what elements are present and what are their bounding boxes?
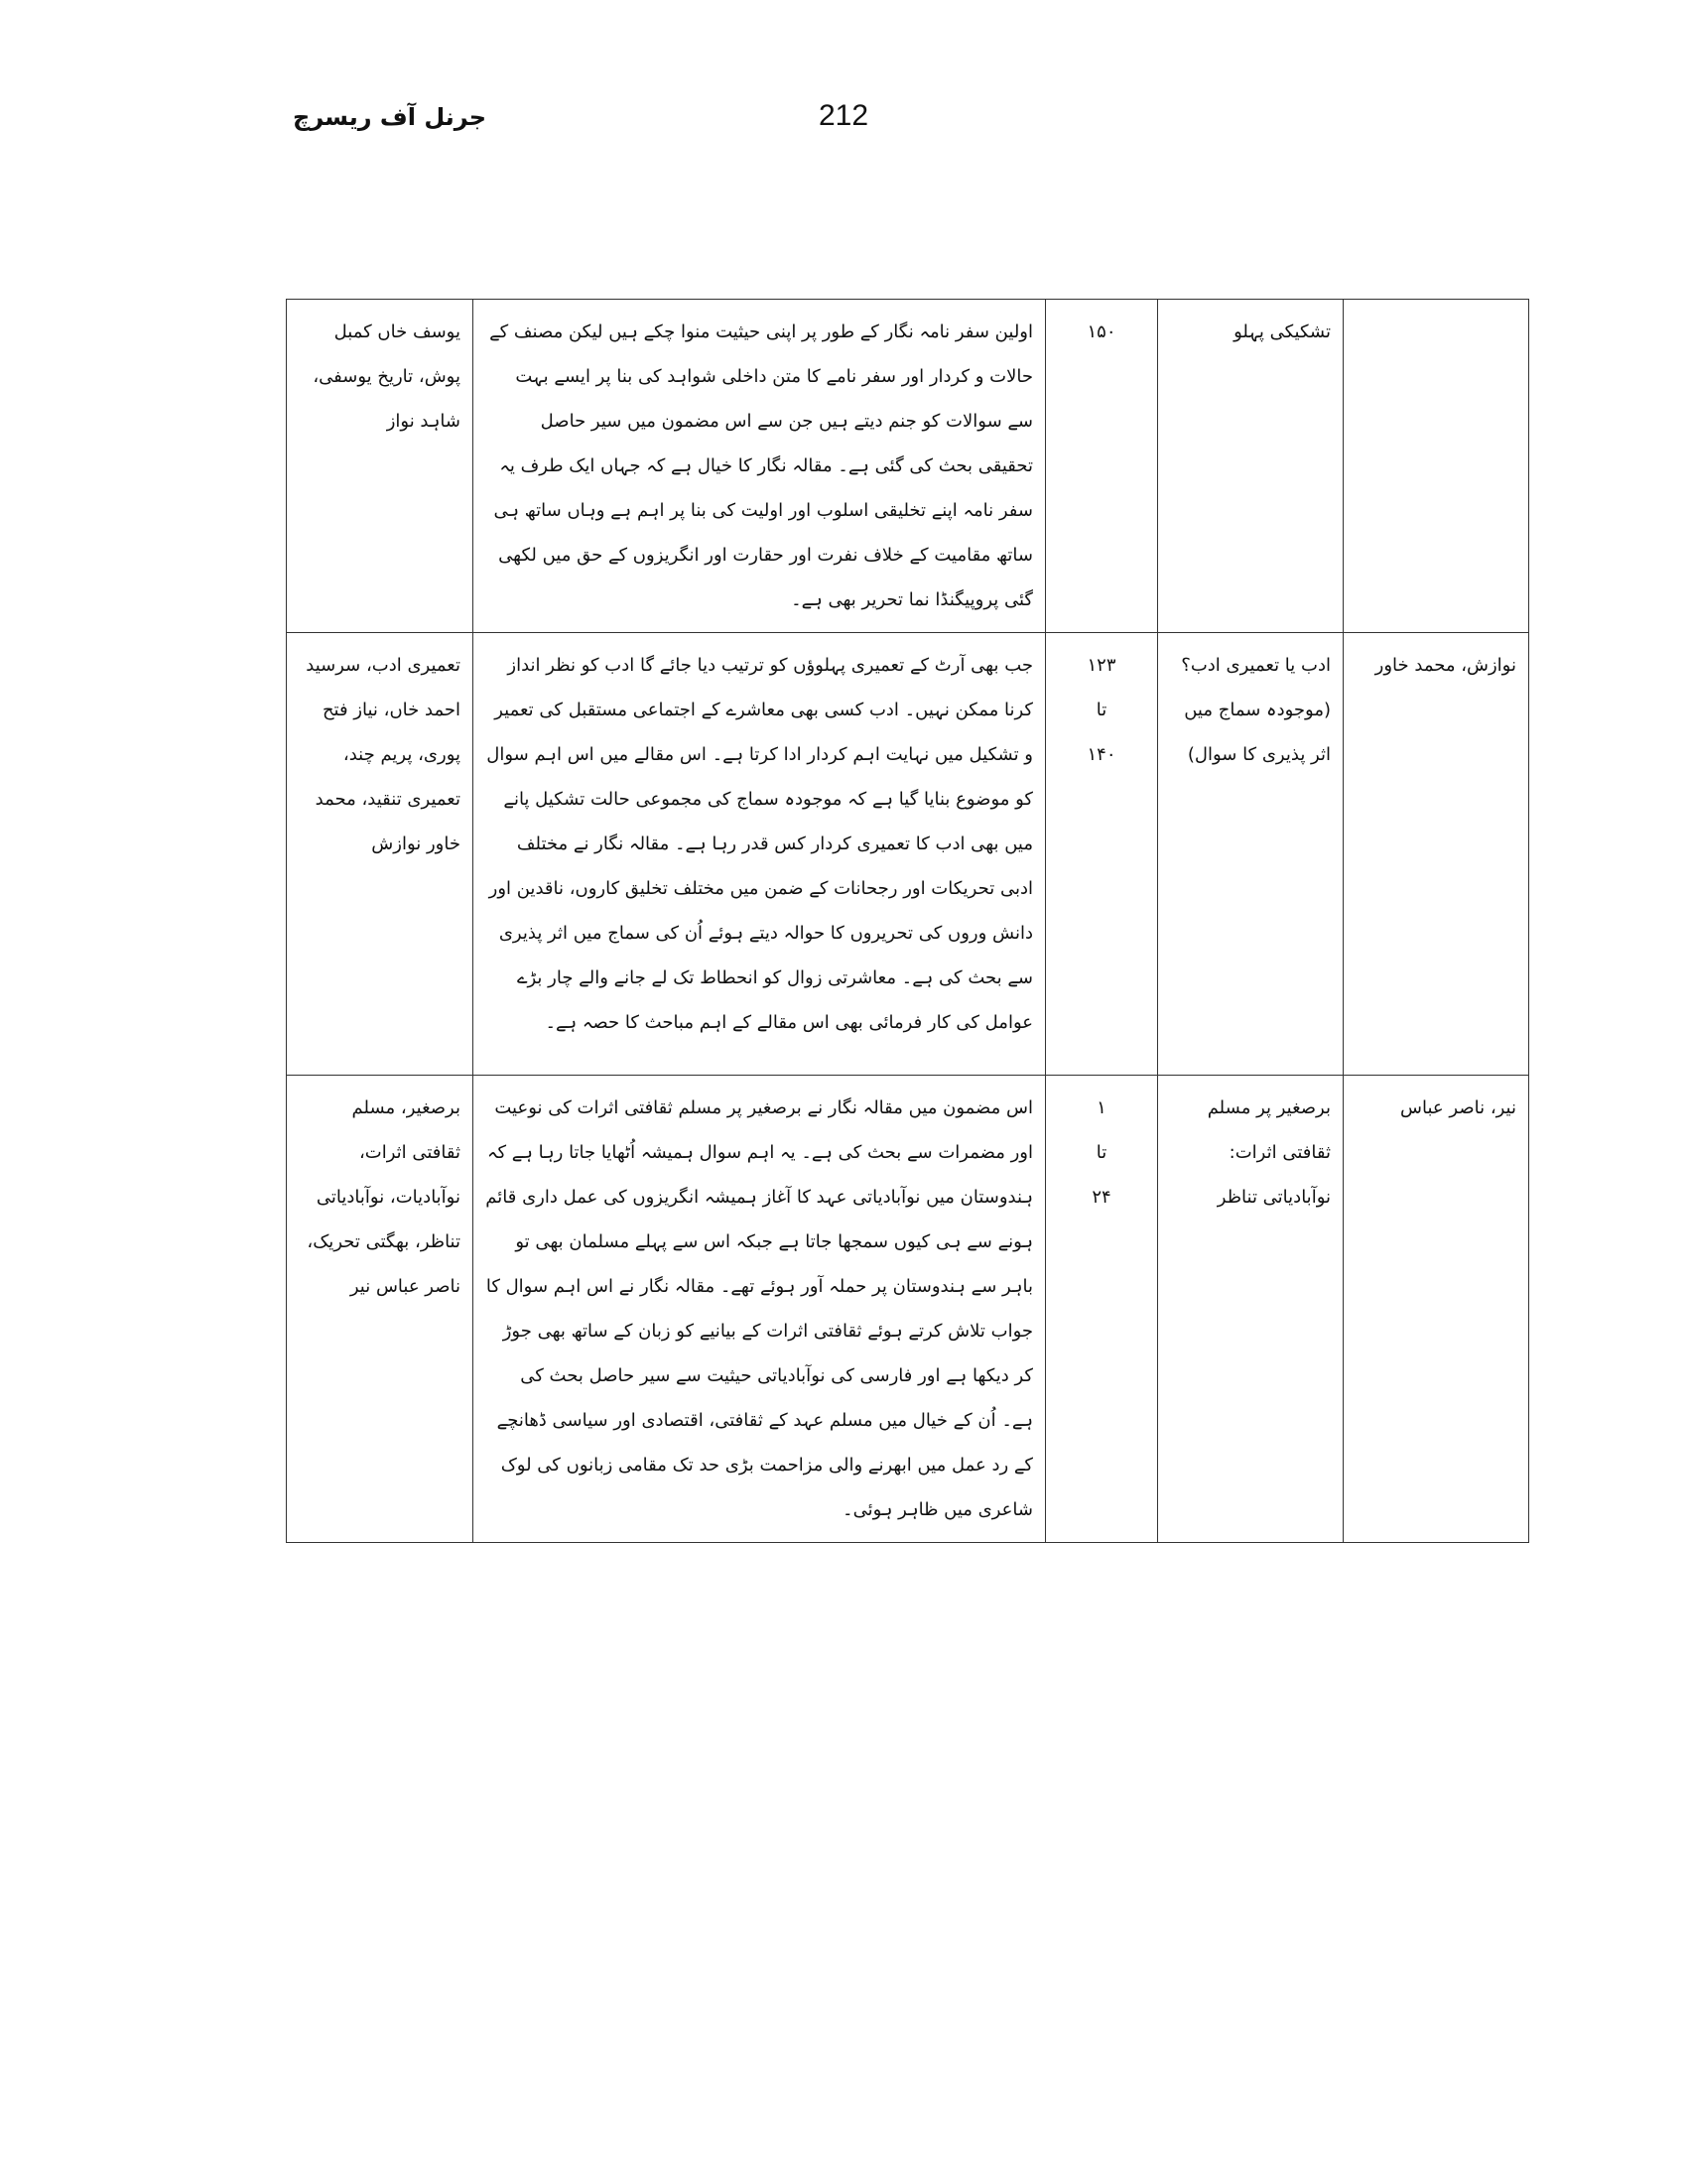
page-range-start: ۱۵۰ <box>1087 321 1116 342</box>
abstract-cell: اولین سفر نامہ نگار کے طور پر اپنی حیثیت منوا چکے ہیں لیکن مصنف کے حالات و کردار اور سفر نامے کا متن داخلی شواہد کی بنا پر ایسے بہت سے سوالات کو جنم دیتے ہیں جن سے اس مضمون میں سیر حاصل تحقیقی بحث کی گئی ہے۔ مقالہ نگار کا خیال ہے کہ جہاں ایک طرف یہ سفر نامہ اپنے تخلیقی اسلوب اور اولیت کی بنا پر اہم ہے وہاں ساتھ ہی ساتھ مقامیت کے خلاف نفرت اور حقارت اور انگریزوں کے حق میں لکھی گئی پروپیگنڈا نما تحریر بھی ہے۔ <box>473 300 1046 633</box>
page-range-start: ۱ <box>1097 1097 1106 1118</box>
journal-title: جرنل آف ریسرچ <box>293 103 486 131</box>
page-range-separator: تا <box>1096 1142 1107 1163</box>
page-range-separator: تا <box>1096 700 1107 720</box>
keywords-cell: یوسف خاں کمبل پوش، تاریخ یوسفی، شاہد نواز <box>287 300 473 633</box>
keywords-cell: تعمیری ادب، سرسید احمد خاں، نیاز فتح پوری، پریم چند، تعمیری تنقید، محمد خاور نوازش <box>287 633 473 1076</box>
pages-cell <box>1046 300 1158 633</box>
pages-cell <box>1046 1076 1158 1543</box>
page-range-end: ۲۴ <box>1092 1187 1111 1208</box>
title-cell: تشکیکی پہلو <box>1158 300 1344 633</box>
table-row <box>287 633 1529 1076</box>
page-range-end: ۱۴۰ <box>1087 744 1116 765</box>
author-cell: نیر، ناصر عباس <box>1344 1076 1529 1543</box>
page-number: 212 <box>818 99 869 132</box>
pages-cell <box>1046 633 1158 1076</box>
keywords-cell: برصغیر، مسلم ثقافتی اثرات، نوآبادیات، نوآبادیاتی تناظر، بھگتی تحریک، ناصر عباس نیر <box>287 1076 473 1543</box>
abstract-cell: جب بھی آرٹ کے تعمیری پہلوؤں کو ترتیب دیا جائے گا ادب کو نظر انداز کرنا ممکن نہیں۔ ادب کسی بھی معاشرے کے اجتماعی مستقبل کی تعمیر و تشکیل میں نہایت اہم کردار ادا کرتا ہے۔ اس مقالے میں اس اہم سوال کو موضوع بنایا گیا ہے کہ موجودہ سماج کی مجموعی حالت تشکیل پانے میں بھی ادب کا تعمیری کردار کس قدر رہا ہے۔ مقالہ نگار نے مختلف ادبی تحریکات اور رجحانات کے ضمن میں مختلف تخلیق کاروں، ناقدین اور دانش وروں کی تحریروں کا حوالہ دیتے ہوئے اُن کی سماج میں اثر پذیری سے بحث کی ہے۔ معاشرتی زوال کو انحطاط تک لے جانے والے چار بڑے عوامل کی کار فرمائی بھی اس مقالے کے اہم مباحث کا حصہ ہے۔ <box>473 633 1046 1076</box>
title-cell: ادب یا تعمیری ادب؟ (موجودہ سماج میں اثر پذیری کا سوال) <box>1158 633 1344 1076</box>
author-cell: نوازش، محمد خاور <box>1344 633 1529 1076</box>
article-index-table <box>286 299 1529 1543</box>
author-cell <box>1344 300 1529 633</box>
table-row <box>287 300 1529 633</box>
abstract-cell: اس مضمون میں مقالہ نگار نے برصغیر پر مسلم ثقافتی اثرات کی نوعیت اور مضمرات سے بحث کی ہے۔ یہ اہم سوال ہمیشہ اُٹھایا جاتا رہا ہے کہ ہندوستان میں نوآبادیاتی عہد کا آغاز ہمیشہ انگریزوں کی عمل داری قائم ہونے سے ہی کیوں سمجھا جاتا ہے جبکہ اس سے پہلے مسلمان بھی تو باہر سے ہندوستان پر حملہ آور ہوئے تھے۔ مقالہ نگار نے اس اہم سوال کا جواب تلاش کرتے ہوئے ثقافتی اثرات کے بیانیے کو زبان کے ساتھ بھی جوڑ کر دیکھا ہے اور فارسی کی نوآبادیاتی حیثیت سے سیر حاصل بحث کی ہے۔ اُن کے خیال میں مسلم عہد کے ثقافتی، اقتصادی اور سیاسی ڈھانچے کے رد عمل میں ابھرنے والی مزاحمت بڑی حد تک مقامی زبانوں کی لوک شاعری میں ظاہر ہوئی۔ <box>473 1076 1046 1543</box>
title-cell: برصغیر پر مسلم ثقافتی اثرات: نوآبادیاتی تناظر <box>1158 1076 1344 1543</box>
page-range-start: ۱۲۳ <box>1087 655 1116 676</box>
table-row <box>287 1076 1529 1543</box>
